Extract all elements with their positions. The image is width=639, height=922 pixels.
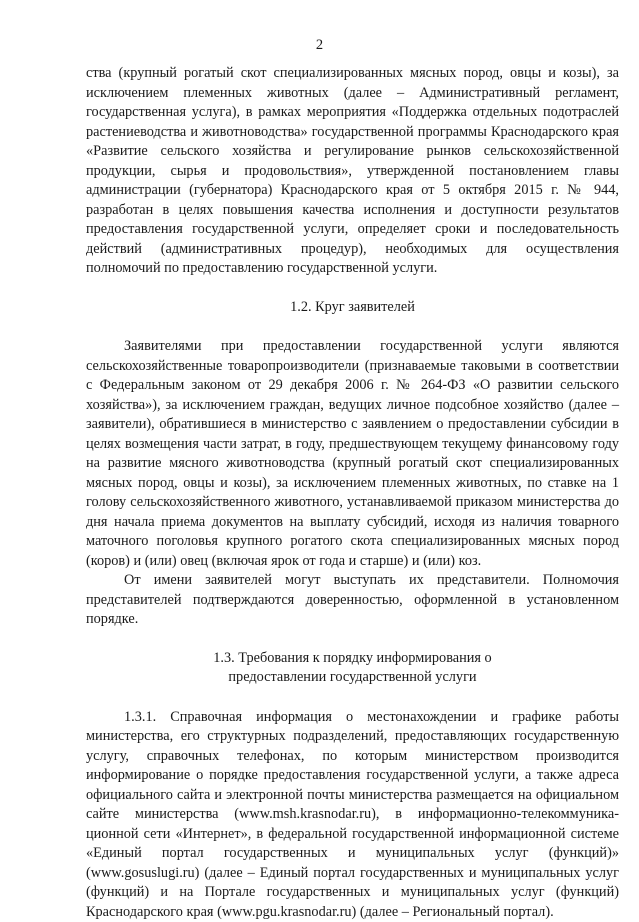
- paragraph-representatives: От имени заявителей могут выступать их представители. Полномочия представителей подтверждаются доверенностью, оформленной в установленном порядке.: [86, 571, 619, 630]
- paragraph-intro-continuation: ства (крупный рогатый скот специализированных мясных пород, овцы и козы), за исключением племенных животных (далее – Административный регламент, государственная услуга), в рамках мероприятия «Поддержка отдельных подотраслей растениеводства и животноводства» государственной программы Краснодарского края «Развитие сельского хозяйства и регулирование рынков сельскохозяйственной продукции, сырья и продовольствия», утвержденной постановлением главы администрации (губернатора) Краснодарского края от 5 октября 2015 г. № 944, разработан в целях повышения качества исполнения и доступности результатов предоставления государственной услуги, определяет сроки и последовательность действий (административных процедур), необходимых для осуществления полномочий по предоставлению государственной услуги.: [86, 64, 619, 279]
- section-heading-applicants: 1.2. Круг заявителей: [86, 298, 619, 318]
- section-heading-informing-line1: 1.3. Требования к порядку информирования о: [86, 649, 619, 669]
- paragraph-reference-information: 1.3.1. Справочная информация о местонахождении и графике работы министерства, его структурных подразделений, предоставляющих государственную услугу, справочных телефонах, по которым министерством производится информирование о порядке предоставления государственной услуги, а также адреса официального сайта и электронной почты министерства размещается на официальном сайте министерства (www.msh.krasnodar.ru), в информационно-телекоммуника-ционной сети «Интернет», в федеральной государственной информационной системе «Единый портал государственных и муниципальных услуг (функций)» (www.gosuslugi.ru) (далее – Единый портал государственных и муниципальных услуг (функций) и на Портале государственных и муниципальных услуг (функций) Краснодарского края (www.pgu.krasnodar.ru) (далее – Региональный портал).: [86, 708, 619, 922]
- document-body: [86, 64, 619, 922]
- section-heading-informing-line2: предоставлении государственной услуги: [86, 668, 619, 688]
- page-number: 2: [0, 36, 639, 54]
- paragraph-applicants: Заявителями при предоставлении государственной услуги являются сельскохозяйственные товаропроизводители (признаваемые таковыми в соответствии с Федеральным законом от 29 декабря 2006 г. № 264-ФЗ «О развитии сельского хозяйства»), за исключением граждан, ведущих личное подсобное хозяйство (далее – заявители), обратившиеся в министерство с заявлением о предоставлении субсидии в целях возмещения части затрат, в году, предшествующем текущему финансовому году на развитие мясного животноводства (крупный рогатый скот специализированных мясных пород, овцы и козы), за исключением племенных животных, по ставке на 1 голову сельскохозяйственного животного, устанавливаемой приказом министерства до дня начала приема документов на выплату субсидий, исходя из наличия товарного маточного поголовья крупного рогатого скота специализированных мясных пород (коров) и (или) овец (включая ярок от года и старше) и (или) коз.: [86, 337, 619, 571]
